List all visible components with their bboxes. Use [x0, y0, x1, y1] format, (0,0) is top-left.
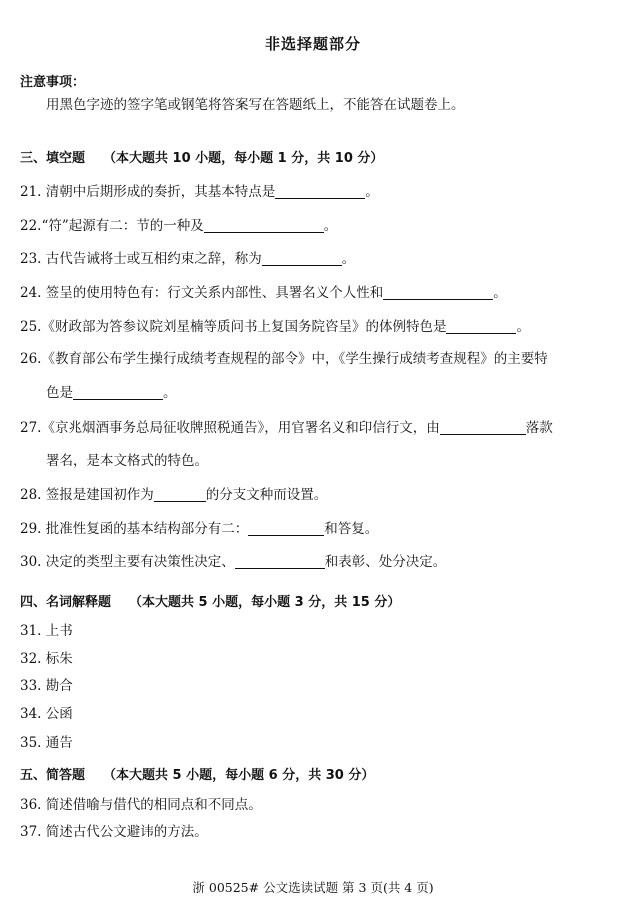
- question-text: 《教育部公布学生操行成绩考查规程的部令》中，《学生操行成绩考查规程》的主要特: [41, 351, 548, 367]
- question-suffix: 落款: [525, 420, 553, 436]
- question-suffix: 和表彰、处分决定。: [324, 554, 447, 570]
- question-text: 决定的类型主要有决策性决定、: [45, 554, 235, 570]
- question-suffix: 。: [365, 184, 379, 200]
- section4-heading: [20, 594, 400, 612]
- question-27-continued: 署名，是本文格式的特色。: [46, 453, 208, 469]
- question-31: [20, 622, 73, 640]
- answer-blank: [248, 521, 324, 536]
- section4-info: （本大题共 5 小题，每小题 3 分，共 15 分）: [129, 595, 401, 610]
- section3-heading: [20, 150, 383, 168]
- page-footer: 浙 00525# 公文选读试题 第 3 页(共 4 页): [192, 880, 434, 895]
- answer-blank: [275, 184, 365, 199]
- question-number: 37.: [20, 824, 42, 840]
- question-text: 《京兆烟酒事务总局征收牌照税通告》，用官署名义和印信行文，由: [41, 420, 440, 436]
- question-29: [20, 520, 378, 538]
- answer-blank: [262, 251, 342, 266]
- question-30: [20, 553, 446, 571]
- question-26-continued: [46, 384, 177, 402]
- question-text-continued: 色是: [46, 385, 73, 401]
- notice-text: 用黑色字迹的签字笔或钢笔将答案写在答题纸上，不能答在试题卷上。: [46, 97, 465, 113]
- question-suffix: 。: [323, 218, 338, 234]
- question-text: 简述古代公文避讳的方法。: [45, 824, 208, 840]
- section5-heading: [20, 767, 374, 785]
- question-suffix: 。: [163, 385, 177, 401]
- question-number: 28.: [20, 487, 42, 503]
- question-number: 22.: [20, 218, 42, 234]
- question-22: [20, 217, 337, 235]
- question-23: [20, 250, 355, 268]
- question-suffix: 的分支文种而设置。: [205, 487, 328, 503]
- section3-info: （本大题共 10 小题，每小题 1 分，共 10 分）: [103, 151, 384, 166]
- question-text: “符”起源有二：节的一种及: [41, 218, 204, 234]
- question-text: 签报是建国初作为: [45, 487, 154, 503]
- question-text: 勘合: [45, 678, 73, 694]
- question-number: 36.: [20, 797, 42, 813]
- question-37: [20, 823, 208, 841]
- question-number: 25.: [20, 319, 42, 335]
- question-text: 《财政部为答参议院刘星楠等质问书上复国务院咨呈》的体例特色是: [41, 319, 447, 335]
- answer-blank: [440, 420, 526, 435]
- question-number: 33.: [20, 678, 42, 694]
- question-text: 签呈的使用特色有：行文关系内部性、具署名义个人性和: [45, 285, 384, 301]
- question-24: [20, 284, 507, 302]
- answer-blank: [235, 554, 325, 569]
- question-text: 批准性复函的基本结构部分有二：: [45, 521, 249, 537]
- question-suffix: 。: [493, 285, 507, 301]
- question-text: 公函: [45, 706, 73, 722]
- question-34: [20, 705, 73, 723]
- question-number: 27.: [20, 420, 42, 436]
- question-36: [20, 796, 262, 814]
- question-number: 31.: [20, 623, 42, 639]
- question-number: 23.: [20, 251, 42, 267]
- section5-info: （本大题共 5 小题，每小题 6 分，共 30 分）: [103, 768, 375, 783]
- question-number: 21.: [20, 184, 42, 200]
- question-number: 30.: [20, 554, 42, 570]
- question-number: 26.: [20, 351, 42, 367]
- answer-blank: [73, 385, 163, 400]
- question-text: 标朱: [45, 651, 73, 667]
- page-title: 非选择题部分: [264, 35, 361, 53]
- question-number: 34.: [20, 706, 42, 722]
- section3-title: 三、填空题: [20, 151, 86, 166]
- question-suffix: 和答复。: [324, 521, 379, 537]
- question-21: [20, 183, 379, 201]
- answer-blank: [383, 285, 493, 300]
- question-number: 24.: [20, 285, 42, 301]
- question-suffix: 。: [341, 251, 356, 267]
- question-27: [20, 419, 553, 437]
- question-text: 古代告诫将士或互相约束之辞，称为: [45, 251, 262, 267]
- section5-title: 五、简答题: [20, 768, 86, 783]
- question-35: [20, 734, 73, 752]
- question-33: [20, 677, 73, 695]
- question-25: [20, 318, 530, 336]
- question-28: [20, 486, 327, 504]
- question-text: 清朝中后期形成的奏折，其基本特点是: [45, 184, 276, 200]
- section4-title: 四、名词解释题: [20, 595, 112, 610]
- answer-blank: [204, 218, 324, 233]
- question-number: 29.: [20, 521, 42, 537]
- question-text: 通告: [45, 735, 73, 751]
- question-number: 35.: [20, 735, 42, 751]
- answer-blank: [446, 319, 516, 334]
- question-text: 简述借喻与借代的相同点和不同点。: [45, 797, 262, 813]
- question-text: 上书: [45, 623, 73, 639]
- question-32: [20, 650, 73, 668]
- answer-blank: [154, 487, 206, 502]
- notice-heading: 注意事项：: [20, 75, 86, 90]
- question-number: 32.: [20, 651, 42, 667]
- question-26: [20, 350, 548, 368]
- question-suffix: 。: [516, 319, 530, 335]
